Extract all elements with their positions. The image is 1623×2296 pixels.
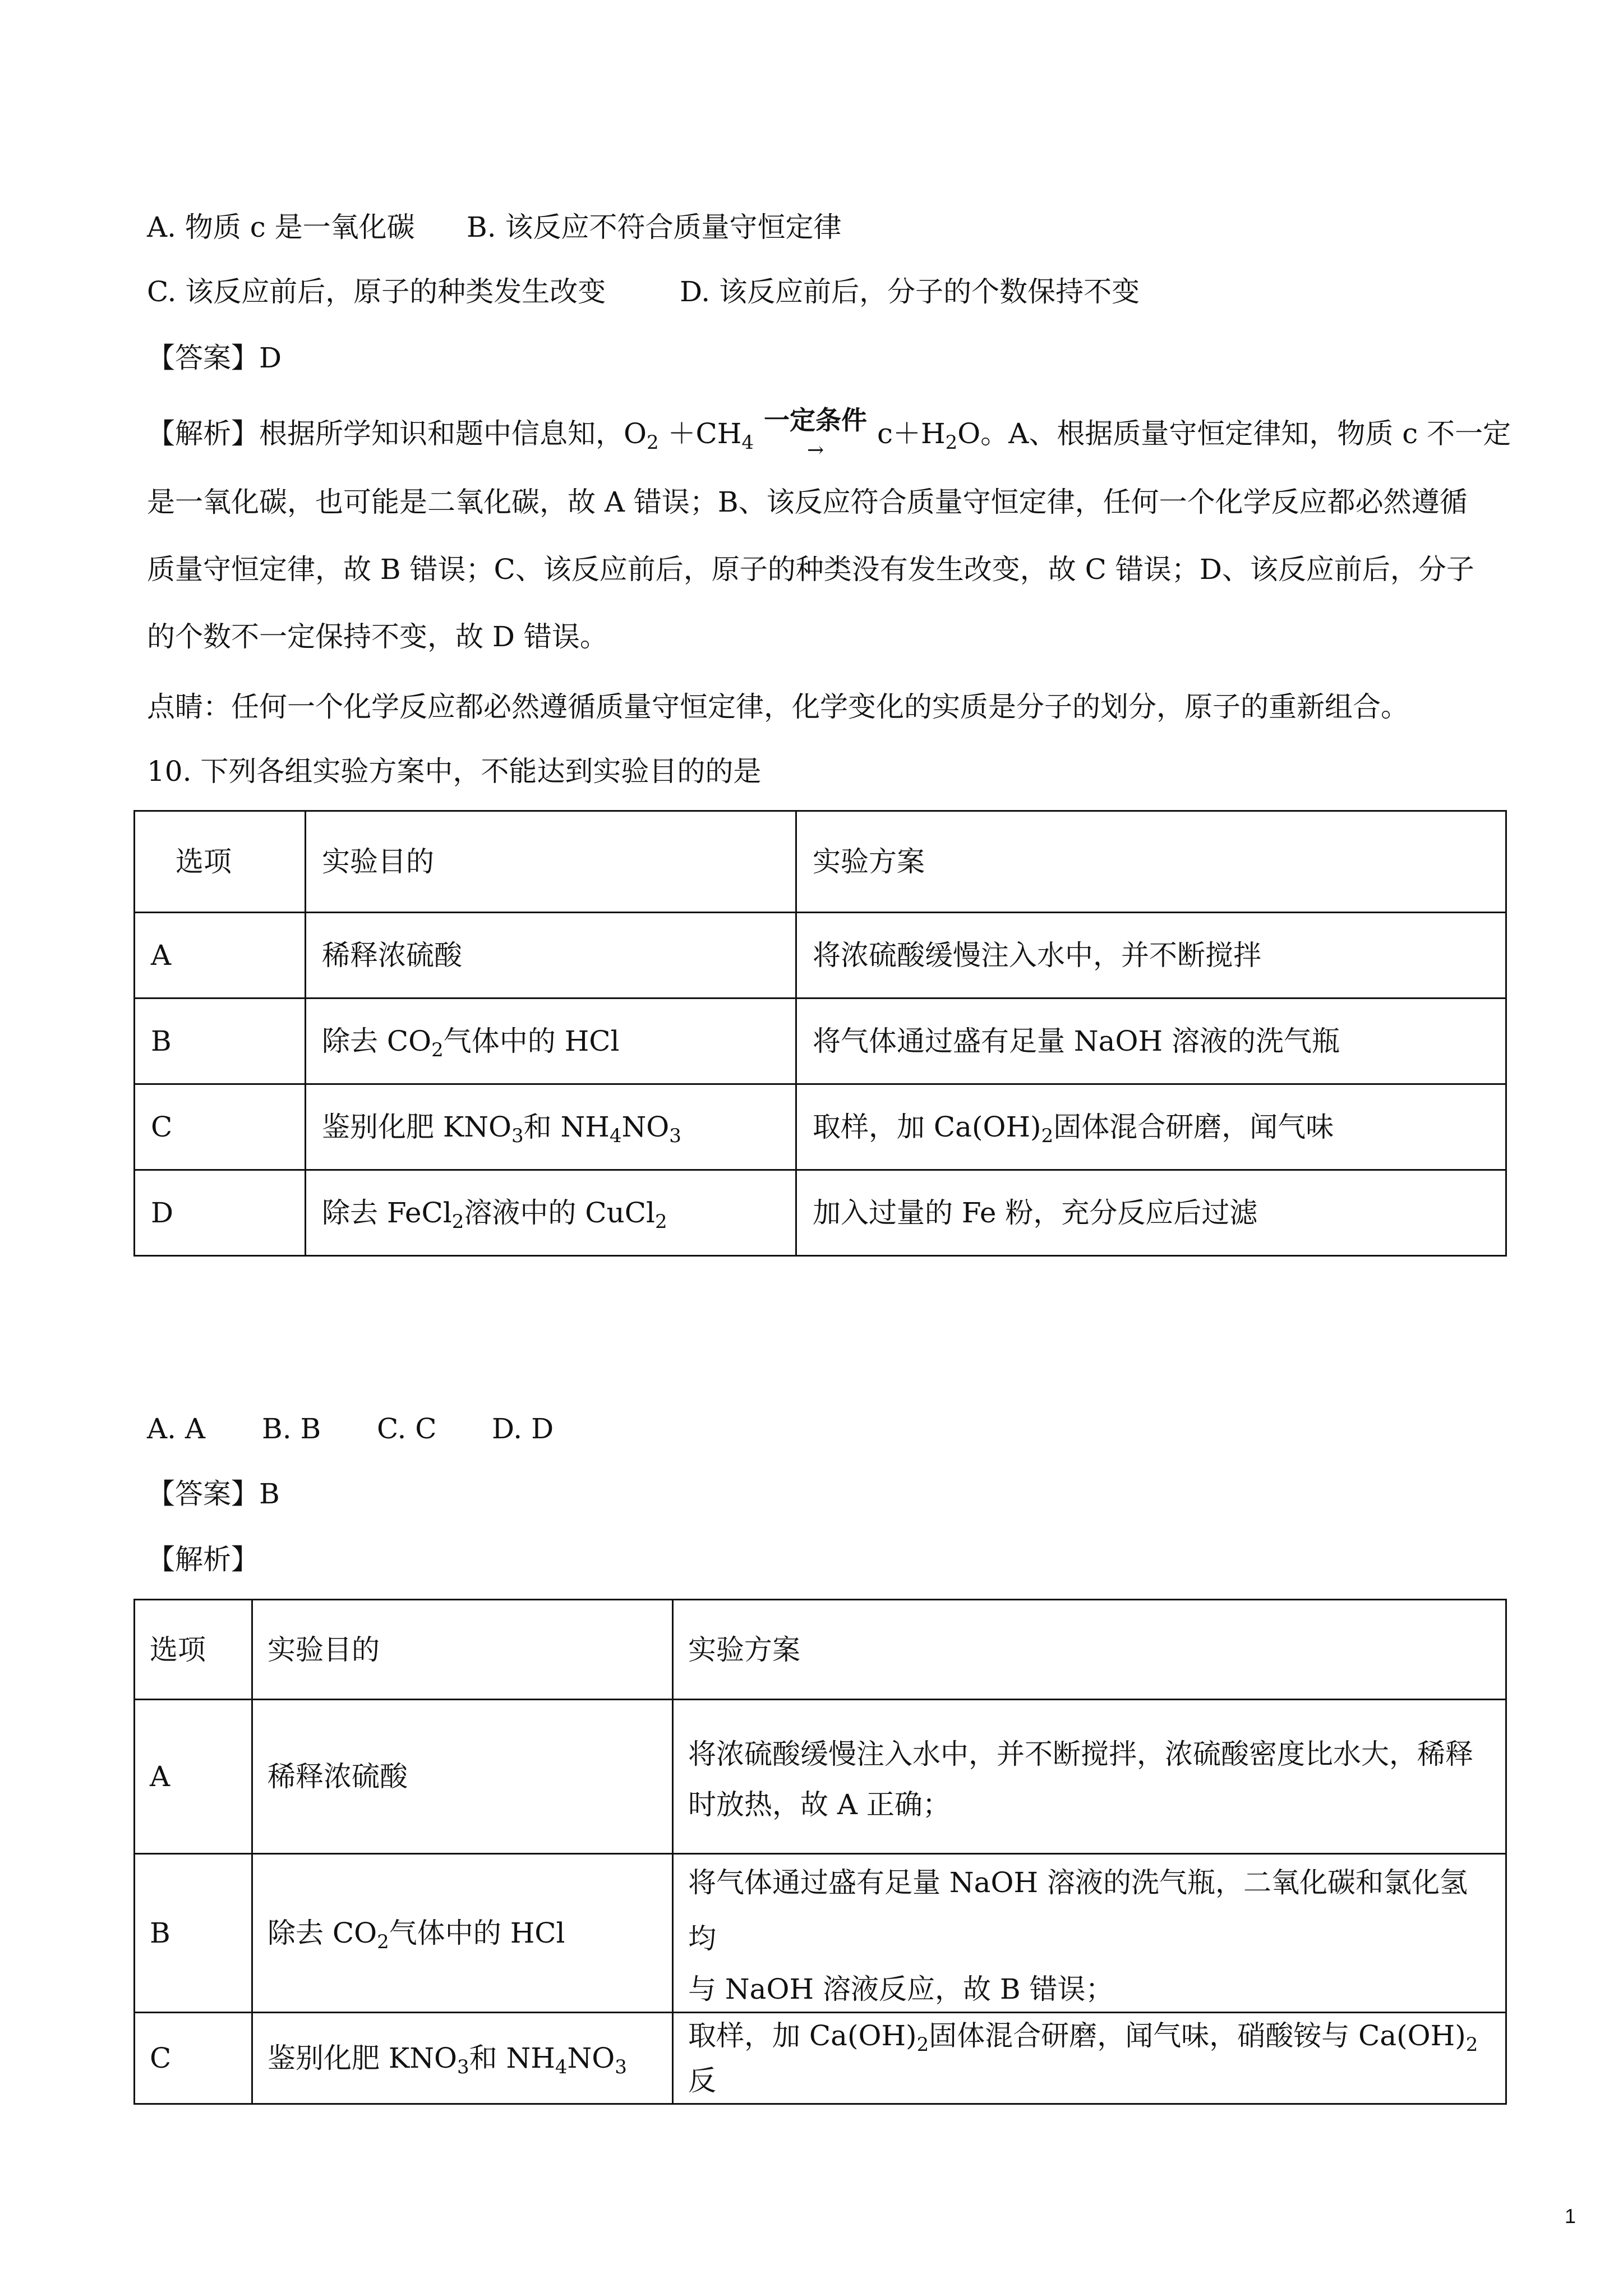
table-cell-plan: 取样，加 $Ca(OH)_2$固体混合研磨，闻气味 [796, 1084, 1506, 1170]
table-cell-option: D [135, 1170, 306, 1256]
q10-option-b: B. B [262, 1412, 321, 1445]
q10-answer: 【答案】B [147, 1478, 280, 1510]
q10-question-table [133, 810, 1507, 1257]
q10-analysis-table [133, 1599, 1507, 2105]
table-cell-goal: 稀释浓硫酸 [252, 1700, 673, 1854]
table-row [135, 2013, 1506, 2104]
table-header-cell: 选项 [135, 1600, 252, 1700]
reaction-condition: 一定条件 [764, 405, 868, 435]
table-header-cell: 实验方案 [673, 1600, 1506, 1700]
table-header-cell: 实验方案 [796, 811, 1506, 913]
table-cell-plan: 将气体通过盛有足量 NaOH 溶液的洗气瓶，二氧化碳和氯化氢均 与 NaOH 溶液反应，故 B 错误； [673, 1854, 1506, 2013]
q10-options [147, 1409, 1504, 1448]
q9-options-line-2 [147, 272, 1504, 311]
table-cell-goal: 除去 FeCl$_2$溶液中的 CuCl$_2$ [306, 1170, 796, 1256]
table-row [135, 1170, 1506, 1256]
table-header-cell: 选项 [135, 811, 306, 913]
table-cell-option: B [135, 1854, 252, 2013]
table-header-row [135, 811, 1506, 913]
q9-analysis-line-4: 的个数不一定保持不变，故 D 错误。 [147, 620, 608, 653]
table-header-cell: 实验目的 [252, 1600, 673, 1700]
table-cell-option: B [135, 999, 306, 1084]
q9-option-b: B. 该反应不符合质量守恒定律 [467, 211, 842, 243]
q10-analysis-label: 【解析】 [147, 1543, 259, 1576]
q9-options-line-1 [147, 208, 1504, 247]
table-row [135, 913, 1506, 999]
q10-option-c: C. C [377, 1412, 437, 1445]
q9-answer: 【答案】D [147, 342, 282, 374]
table-cell-goal: 除去 $CO_2$气体中的 HCl [252, 1854, 673, 2013]
q9-tip: 点睛：任何一个化学反应都必然遵循质量守恒定律，化学变化的实质是分子的划分，原子的重新组合。 [147, 691, 1409, 723]
q9-analysis-line-2: 是一氧化碳，也可能是二氧化碳，故 A 错误；B、该反应符合质量守恒定律，任何一个化学反应都必然遵循 [147, 486, 1468, 518]
table-cell-option: C [135, 2013, 252, 2104]
table-cell-option: A [135, 1700, 252, 1854]
q9-analysis-line-3: 质量守恒定律，故 B 错误；C、该反应前后，原子的种类没有发生改变，故 C 错误；D、该反应前后，分子 [147, 553, 1474, 586]
page-number: 1 [1565, 2205, 1576, 2228]
table-cell-goal: 鉴别化肥 $KNO_3$和 $NH_4NO_3$ [306, 1084, 796, 1170]
table-row [135, 1700, 1506, 1854]
q9-analysis-line-1: 【解析】根据所学知识和题中信息知，$O_2 +CH_4$ 一定条件 → $c+H_2O$。A、根据质量守恒定律知，物质 c 不一定 [147, 414, 1504, 453]
table-cell-plan: 加入过量的 Fe 粉，充分反应后过滤 [796, 1170, 1506, 1256]
right-arrow-icon: → [806, 439, 824, 462]
table-cell-plan: 将气体通过盛有足量 NaOH 溶液的洗气瓶 [796, 999, 1506, 1084]
reaction-condition-arrow [759, 405, 872, 462]
table-cell-plan: 将浓硫酸缓慢注入水中，并不断搅拌 [796, 913, 1506, 999]
table-cell-plan: 将浓硫酸缓慢注入水中，并不断搅拌，浓硫酸密度比水大，稀释 时放热，故 A 正确； [673, 1700, 1506, 1854]
table-cell-goal: 稀释浓硫酸 [306, 913, 796, 999]
table-row [135, 999, 1506, 1084]
q10-stem: 10. 下列各组实验方案中，不能达到实验目的的是 [147, 755, 762, 788]
table-cell-goal: 除去 $CO_2$气体中的 HCl [306, 999, 796, 1084]
q9-option-c: C. 该反应前后，原子的种类发生改变 [147, 275, 606, 308]
q10-option-d: D. D [492, 1412, 554, 1445]
q9-option-a: A. 物质 c 是一氧化碳 [147, 211, 415, 243]
table-header-cell: 实验目的 [306, 811, 796, 913]
table-cell-plan: 取样，加 $Ca(OH)_2$固体混合研磨，闻气味，硝酸铵与 $Ca(OH)_2$反 [673, 2013, 1506, 2104]
table-cell-option: A [135, 913, 306, 999]
table-header-row [135, 1600, 1506, 1700]
table-cell-option: C [135, 1084, 306, 1170]
q9-option-d: D. 该反应前后，分子的个数保持不变 [680, 275, 1140, 308]
table-cell-goal: 鉴别化肥 $KNO_3$和 $NH_4NO_3$ [252, 2013, 673, 2104]
q10-option-a: A. A [147, 1412, 206, 1445]
table-row [135, 1854, 1506, 2013]
table-row [135, 1084, 1506, 1170]
